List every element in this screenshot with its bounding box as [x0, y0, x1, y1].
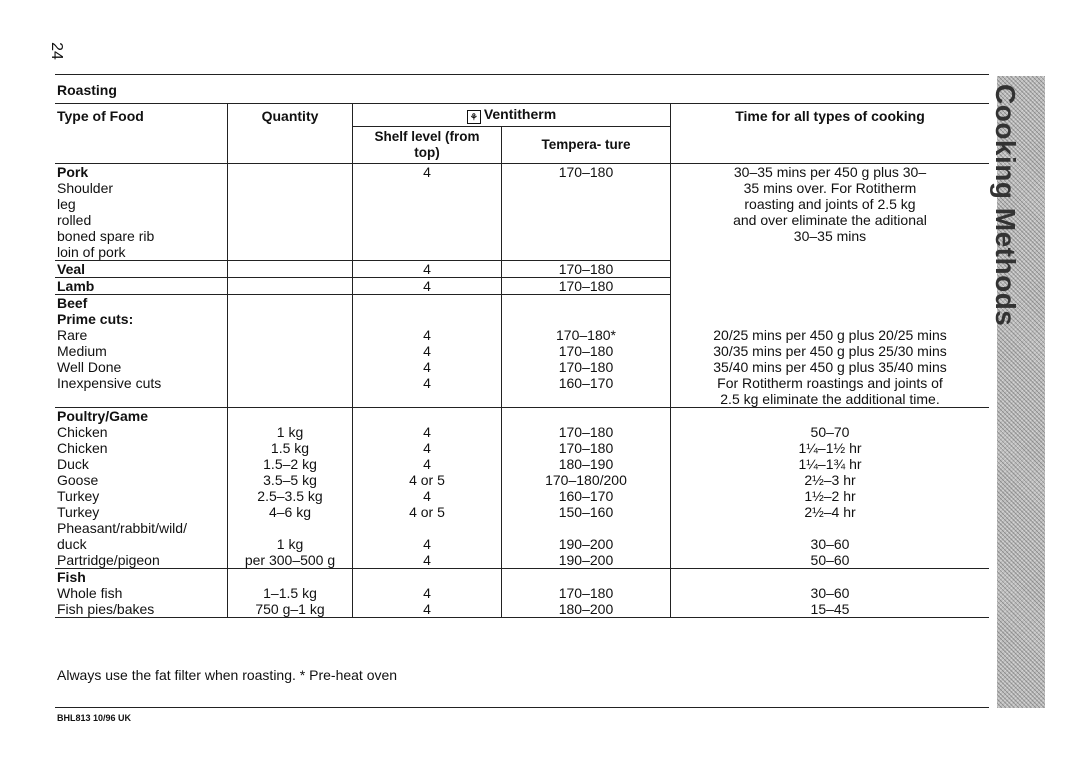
shelf-value: 4 — [353, 440, 502, 456]
quantity-value: 1 kg — [228, 536, 353, 552]
time-value: 1½–2 hr — [804, 488, 856, 504]
temp-value: 190–200 — [502, 552, 671, 569]
header-shelf-level: Shelf level (from top) — [353, 127, 502, 164]
blank-cell — [502, 569, 671, 586]
food-name: loin of pork — [57, 244, 126, 260]
food-name: rolled — [57, 212, 92, 228]
quantity-value: per 300–500 g — [228, 552, 353, 569]
food-name: Whole fish — [57, 585, 123, 601]
shelf-value: 4 — [353, 424, 502, 440]
group-title-beef: Beef — [55, 295, 228, 312]
table-row — [55, 424, 989, 440]
veal-quantity — [228, 261, 353, 278]
temp-value: 170–180* — [502, 327, 671, 343]
quantity-value: 4–6 kg — [228, 504, 353, 520]
table-row — [55, 472, 989, 488]
table-row — [55, 261, 989, 278]
time-value: 15–45 — [671, 601, 990, 618]
footnote: Always use the fat filter when roasting. * Pre-heat oven — [57, 667, 398, 683]
pork-shelf: 4 — [353, 164, 502, 261]
shelf-value — [353, 520, 502, 536]
table-row — [55, 359, 989, 375]
time-value: 50–60 — [810, 552, 850, 568]
side-tab — [990, 76, 1045, 708]
group-title-lamb: Lamb — [55, 278, 228, 295]
side-tab-label: Cooking Methods — [990, 84, 1021, 327]
food-name: Chicken — [57, 424, 108, 440]
blank-cell — [228, 343, 353, 359]
header-time: Time for all types of cooking — [671, 104, 990, 164]
temp-value: 190–200 — [502, 536, 671, 552]
temp-value — [502, 520, 671, 536]
pork-temp: 170–180 — [502, 164, 671, 261]
beef-time-blank — [671, 295, 990, 312]
temp-value: 170–180/200 — [502, 472, 671, 488]
blank-cell — [228, 408, 353, 425]
shelf-value: 4 — [353, 601, 502, 618]
group-title-veal: Veal — [55, 261, 228, 278]
food-name: Rare — [57, 327, 88, 343]
time-value: 30/35 mins per 450 g plus 25/30 mins — [713, 343, 947, 359]
blank-cell — [502, 408, 671, 425]
blank-cell — [671, 311, 990, 327]
temp-value: 160–170 — [502, 488, 671, 504]
temp-value: 170–180 — [502, 424, 671, 440]
shelf-value: 4 or 5 — [353, 472, 502, 488]
bottom-rule — [55, 707, 989, 708]
table-row — [55, 391, 989, 408]
section-title: Roasting — [57, 82, 117, 98]
time-value: 35/40 mins per 450 g plus 35/40 mins — [713, 359, 947, 375]
blank-cell — [353, 408, 502, 425]
food-name: Shoulder — [57, 180, 114, 196]
blank-cell — [671, 569, 990, 586]
shelf-value: 4 — [353, 488, 502, 504]
table-row — [55, 504, 989, 520]
table-row — [55, 536, 989, 552]
header-ventitherm-label: Ventitherm — [483, 106, 557, 122]
shelf-value: 4 — [353, 343, 502, 359]
table-header-row — [55, 104, 989, 127]
temp-value: 150–160 — [502, 504, 671, 520]
blank-cell — [353, 569, 502, 586]
temp-value: 180–190 — [502, 456, 671, 472]
food-name: Pheasant/rabbit/wild/ — [57, 520, 187, 536]
quantity-value: 1.5 kg — [228, 440, 353, 456]
blank-cell — [228, 311, 353, 327]
shelf-value: 4 — [353, 536, 502, 552]
quantity-value: 3.5–5 kg — [228, 472, 353, 488]
pork-time: 30–35 mins per 450 g plus 30–35 mins over. For Rotitherm roasting and joints of 2.5 kg and over eliminate the aditional 30–35 mins — [671, 164, 990, 261]
header-ventitherm — [353, 104, 671, 127]
table-row — [55, 311, 989, 327]
group-title-fish: Fish — [55, 569, 228, 586]
beef-shelf-blank — [353, 295, 502, 312]
blank-cell — [502, 391, 671, 408]
table-row — [55, 408, 989, 425]
table-row — [55, 456, 989, 472]
roasting-table — [55, 103, 989, 618]
blank-cell — [228, 359, 353, 375]
group-title-pork: Pork — [55, 164, 228, 181]
veal-lamb-time — [671, 261, 990, 295]
blank-cell — [353, 311, 502, 327]
time-value: 2½–3 hr — [804, 472, 856, 488]
food-name: Inexpensive cuts — [57, 375, 162, 391]
shelf-value: 4 — [353, 552, 502, 569]
header-quantity: Quantity — [228, 104, 353, 164]
blank-cell — [353, 391, 502, 408]
time-value: 30–60 — [810, 536, 850, 552]
table-row — [55, 488, 989, 504]
temp-value: 170–180 — [502, 343, 671, 359]
food-name: Goose — [57, 472, 99, 488]
food-name: Duck — [57, 456, 89, 472]
time-value: 1¼–1¾ hr — [798, 456, 862, 472]
group-title-poultry: Poultry/Game — [55, 408, 228, 425]
blank-cell — [228, 375, 353, 391]
time-value: 30–60 — [810, 585, 850, 601]
table-row — [55, 601, 989, 618]
food-name: Turkey — [57, 504, 100, 520]
time-value: 1¼–1½ hr — [798, 440, 862, 456]
quantity-value: 1.5–2 kg — [228, 456, 353, 472]
ventitherm-icon: ⚘ — [467, 110, 481, 124]
table-row — [55, 343, 989, 359]
table-row — [55, 569, 989, 586]
time-value — [671, 520, 990, 536]
blank-cell — [228, 391, 353, 408]
food-name: Turkey — [57, 488, 100, 504]
blank-cell — [228, 327, 353, 343]
quantity-value — [228, 520, 353, 536]
food-name: Medium — [57, 343, 107, 359]
blank-cell — [55, 391, 228, 408]
lamb-shelf: 4 — [353, 278, 502, 295]
top-rule — [55, 74, 989, 75]
shelf-value: 4 — [353, 375, 502, 391]
quantity-value: 1–1.5 kg — [228, 585, 353, 601]
food-name: duck — [57, 536, 87, 552]
food-name: leg — [57, 196, 76, 212]
quantity-value: 1 kg — [228, 424, 353, 440]
beef-temp-blank — [502, 295, 671, 312]
time-value: 2½–4 hr — [804, 504, 856, 520]
blank-cell — [671, 408, 990, 425]
lamb-quantity — [228, 278, 353, 295]
beef-quantity — [228, 295, 353, 312]
table-row — [55, 440, 989, 456]
veal-temp: 170–180 — [502, 261, 671, 278]
temp-value: 170–180 — [502, 440, 671, 456]
header-type-of-food: Type of Food — [55, 104, 228, 164]
food-name: Chicken — [57, 440, 108, 456]
shelf-value: 4 — [353, 359, 502, 375]
table-row — [55, 585, 989, 601]
veal-shelf: 4 — [353, 261, 502, 278]
lamb-temp: 170–180 — [502, 278, 671, 295]
shelf-value: 4 — [353, 327, 502, 343]
table-row — [55, 552, 989, 569]
quantity-value: 2.5–3.5 kg — [228, 488, 353, 504]
pork-quantity — [228, 164, 353, 261]
table-row — [55, 327, 989, 343]
time-value: 20/25 mins per 450 g plus 20/25 mins — [713, 327, 947, 343]
quantity-value: 750 g–1 kg — [228, 601, 353, 618]
shelf-value: 4 — [353, 585, 502, 601]
food-name: Fish pies/bakes — [55, 601, 228, 618]
table-row — [55, 375, 989, 391]
table-row — [55, 520, 989, 536]
temp-value: 160–170 — [502, 375, 671, 391]
table-row — [55, 164, 989, 181]
time-value: For Rotitherm roastings and joints of — [717, 375, 943, 391]
temp-value: 170–180 — [502, 359, 671, 375]
food-name: boned spare rib — [57, 228, 155, 244]
temp-value: 170–180 — [502, 585, 671, 601]
table-row — [55, 295, 989, 312]
header-temperature: Tempera- ture — [502, 127, 671, 164]
shelf-value: 4 or 5 — [353, 504, 502, 520]
time-value: 2.5 kg eliminate the additional time. — [720, 391, 940, 407]
blank-cell — [502, 311, 671, 327]
time-value: 50–70 — [810, 424, 850, 440]
shelf-value: 4 — [353, 456, 502, 472]
food-name: Well Done — [57, 359, 122, 375]
page-number: 24 — [47, 42, 65, 60]
food-name: Partridge/pigeon — [57, 552, 160, 568]
blank-cell — [228, 569, 353, 586]
temp-value: 180–200 — [502, 601, 671, 618]
beef-subtitle: Prime cuts: — [57, 311, 134, 327]
document-code: BHL813 10/96 UK — [57, 713, 132, 723]
